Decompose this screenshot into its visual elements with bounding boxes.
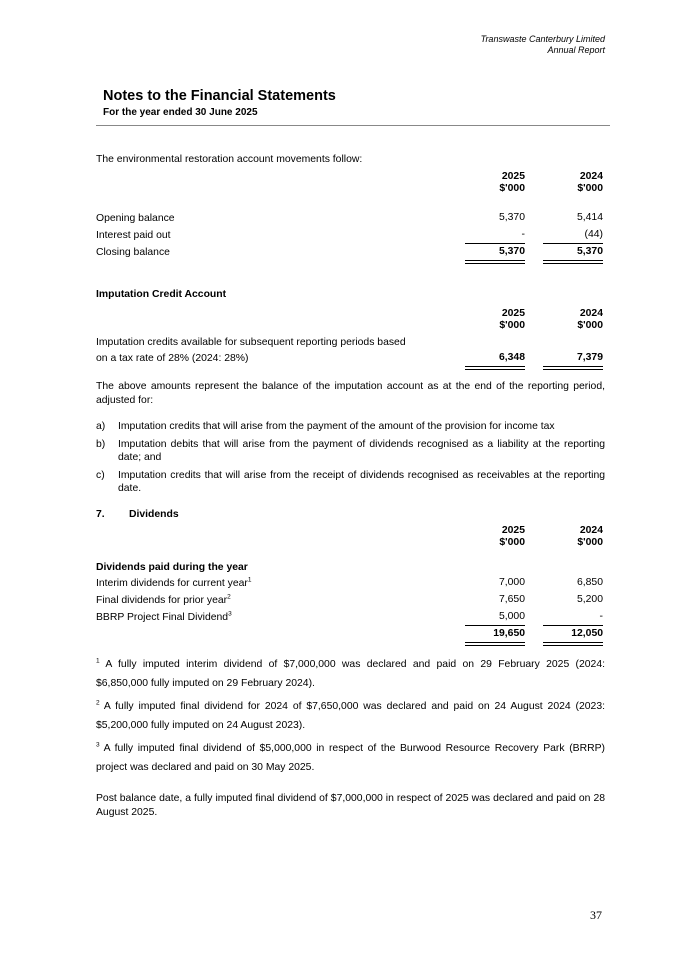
- list-marker: a): [96, 421, 106, 432]
- ica-paragraph: The above amounts represent the balance of the imputation account as at the end of the reporting period, adjusted for:: [96, 381, 605, 406]
- env-row-label: Interest paid out: [96, 230, 171, 241]
- total-double-rule: [465, 642, 525, 646]
- subtotal-rule: [543, 243, 603, 244]
- env-row-value: 5,370: [576, 246, 603, 257]
- env-row-label: Opening balance: [96, 213, 175, 224]
- subtotal-rule: [465, 625, 525, 626]
- report-header: [481, 34, 605, 56]
- footnote: $^3$ A fully imputed final dividend of $5,000,000 in respect of the Burwood Resource Recovery Park (BRRP) project was declared and paid on 30 May 2025.: [96, 741, 605, 773]
- header-rule: [96, 125, 610, 126]
- env-row-value: 5,370: [498, 212, 525, 223]
- dividend-total: 19,650: [493, 628, 525, 639]
- post-balance-note: Post balance date, a fully imputed final dividend of $7,000,000 in respect of 2025 was declared and paid on 28 August 2025.: [96, 793, 605, 818]
- list-marker: c): [96, 470, 105, 481]
- footnote: $^1$ A fully imputed interim dividend of $7,000,000 was declared and paid on 29 February 2025 (2024: $6,850,000 fully imputed on 29 February 2024).: [96, 657, 605, 689]
- ica-col-2024: 2024 $'000: [577, 308, 603, 331]
- list-item: Imputation credits that will arise from the payment of the amount of the provision for income tax: [118, 421, 555, 432]
- dividend-row-value: -: [599, 611, 603, 622]
- total-double-rule: [465, 260, 525, 264]
- total-double-rule: [543, 642, 603, 646]
- subtotal-rule: [465, 243, 525, 244]
- env-row-value: 5,370: [498, 246, 525, 257]
- dividends-subheading: Dividends paid during the year: [96, 562, 248, 573]
- list-marker: b): [96, 439, 106, 450]
- div-col-2024: 2024 $'000: [577, 525, 603, 548]
- total-double-rule: [465, 366, 525, 370]
- report-name: Annual Report: [547, 45, 605, 55]
- dividend-row-value: 7,000: [498, 577, 525, 588]
- env-row-value: -: [521, 229, 525, 240]
- page-subtitle: For the year ended 30 June 2025: [103, 107, 258, 118]
- company-name: Transwaste Canterbury Limited: [480, 34, 605, 44]
- page-title: Notes to the Financial Statements: [103, 88, 336, 104]
- dividends-heading: Dividends: [129, 509, 179, 520]
- dividend-row-label: BBRP Project Final Dividend$^3$: [96, 610, 232, 623]
- dividend-row-value: 5,000: [498, 611, 525, 622]
- ica-value: 7,379: [576, 352, 603, 363]
- ica-value: 6,348: [498, 352, 525, 363]
- env-row-value: 5,414: [576, 212, 603, 223]
- section-number: 7.: [96, 509, 105, 520]
- ica-col-2025: 2025 $'000: [499, 308, 525, 331]
- dividend-row-value: 5,200: [576, 594, 603, 605]
- list-item: Imputation credits that will arise from the receipt of dividends recognised as receivables at the reporting date.: [118, 470, 605, 494]
- env-col-2024: 2024 $'000: [577, 171, 603, 194]
- dividend-row-value: 6,850: [576, 577, 603, 588]
- env-intro: The environmental restoration account movements follow:: [96, 154, 363, 165]
- ica-label: on a tax rate of 28% (2024: 28%): [96, 353, 249, 364]
- footnote: $^2$ A fully imputed final dividend for 2024 of $7,650,000 was declared and paid on 24 August 2024 (2023: $5,200,000 fully imputed on 24 August 2023).: [96, 699, 605, 731]
- ica-heading: Imputation Credit Account: [96, 289, 227, 300]
- dividend-row-value: 7,650: [498, 594, 525, 605]
- total-double-rule: [543, 366, 603, 370]
- dividend-row-label: Interim dividends for current year$^1$: [96, 576, 252, 589]
- dividend-total: 12,050: [571, 628, 603, 639]
- env-col-2025: 2025 $'000: [499, 171, 525, 194]
- div-col-2025: 2025 $'000: [499, 525, 525, 548]
- ica-label: Imputation credits available for subsequent reporting periods based: [96, 337, 406, 348]
- env-row-label: Closing balance: [96, 247, 170, 258]
- dividend-row-label: Final dividends for prior year$^2$: [96, 593, 231, 606]
- total-double-rule: [543, 260, 603, 264]
- env-row-value: (44): [584, 229, 603, 240]
- list-item: Imputation debits that will arise from the payment of dividends recognised as a liability at the reporting date; and: [118, 439, 605, 463]
- page-number: 37: [590, 908, 602, 922]
- subtotal-rule: [543, 625, 603, 626]
